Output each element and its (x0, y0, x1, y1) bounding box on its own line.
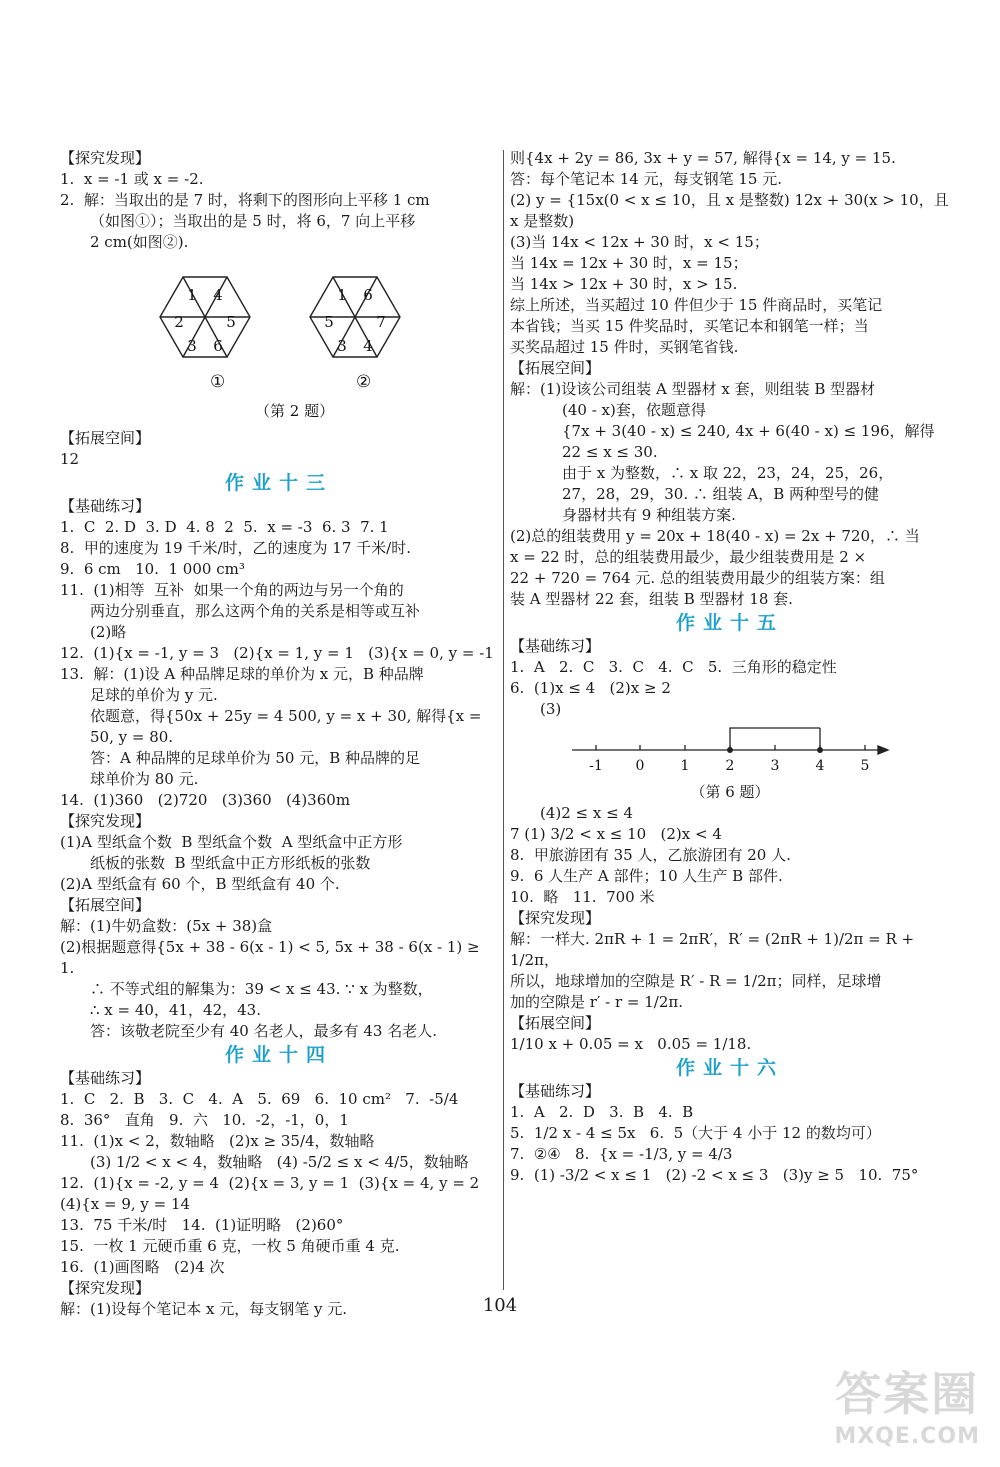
answer-line: 5. 1/2 x - 4 ≤ 5x 6. 5（大于 4 小于 12 的数均可） (510, 1124, 881, 1142)
answer-line: ∴ 不等式组的解集为：39 < x ≤ 43. ∵ x 为整数， (90, 980, 433, 998)
hex2-label: 1 (337, 286, 347, 304)
answer-line: 27，28，29，30. ∴ 组装 A，B 两种型号的健 (562, 485, 880, 503)
answer-line: 16. (1)画图略 (2)4 次 (60, 1258, 225, 1276)
answer-line: 答：每个笔记本 14 元，每支钢笔 15 元. (510, 170, 783, 188)
answer-line: 11. (1)x < 2，数轴略 (2)x ≥ 35/4，数轴略 (60, 1132, 375, 1150)
answer-line: (2)A 型纸盒有 60 个，B 型纸盒有 40 个. (60, 875, 340, 893)
hex1-label: 4 (213, 286, 223, 304)
answer-line: (3) 1/2 < x < 4，数轴略 (4) -5/2 ≤ x < 4/5，数轴略 (90, 1153, 469, 1171)
answer-line: 解：(1)牛奶盒数：(5x + 38)盒 (60, 917, 273, 935)
section-heading: 【拓展空间】 (60, 896, 151, 914)
answer-line: 8. 甲的速度为 19 千米/时，乙的速度为 17 千米/时. (60, 539, 411, 557)
section-heading: 【探究发现】 (60, 149, 151, 167)
answer-line: 14. (1)360 (2)720 (3)360 (4)360m (60, 791, 351, 809)
answer-line: 身器材共有 9 种组装方案. (562, 506, 736, 524)
answer-line: {7x + 3(40 - x) ≤ 240, 4x + 6(40 - x) ≤ 196，解得 22 ≤ x ≤ 30. (562, 422, 940, 461)
answer-line: 所以，地球增加的空隙是 R′ - R = 1/2π；同样，足球增 (510, 972, 882, 990)
answer-line: 当 14x = 12x + 30 时，x = 15； (510, 254, 748, 272)
answer-line: 综上所述，当买超过 10 件但少于 15 件商品时，买笔记 (510, 296, 883, 314)
answer-line: 13. 75 千米/时 14. (1)证明略 (2)60° (60, 1216, 344, 1234)
column-divider (503, 150, 504, 1290)
answer-line: 7. ②④ 8. {x = -1/3, y = 4/3 (510, 1145, 733, 1163)
answer-line: 1. A 2. D 3. B 4. B (510, 1103, 694, 1121)
answer-line: 1. C 2. B 3. C 4. A 5. 69 6. 10 cm² 7. -5/4 (60, 1090, 459, 1108)
axis-tick-label: 5 (860, 758, 870, 774)
answer-line: 依题意，得{50x + 25y = 4 500, y = x + 30, 解得{x = 50, y = 80. (90, 707, 487, 746)
answer-line: 两边分别垂直，那么这两个角的关系是相等或互补 (90, 602, 421, 620)
figure-label-1: ① (210, 372, 226, 392)
answer-line: 纸板的张数 B 型纸盒中正方形纸板的张数 (90, 854, 371, 872)
answer-line: (2)总的组装费用 y = 20x + 18(40 - x) = 2x + 720，∴ 当 (510, 527, 920, 545)
answer-line: 由于 x 为整数，∴ x 取 22，23，24，25，26， (562, 464, 894, 482)
figure-caption: （第 6 题） (690, 783, 770, 801)
answer-line: 12 (60, 450, 80, 468)
answer-line: 22 + 720 = 764 元. 总的组装费用最少的组装方案：组 (510, 569, 885, 587)
closed-point (817, 747, 823, 753)
right-column (510, 148, 954, 1186)
answer-line: (2)略 (90, 623, 127, 641)
answer-line: (1)A 型纸盒个数 B 型纸盒个数 A 型纸盒中正方形 (60, 833, 403, 851)
homework-title: 作业十六 (675, 1057, 784, 1079)
hex2-label: 7 (376, 313, 386, 331)
hex1-label: 6 (213, 337, 223, 355)
answer-line: ∴ x = 40，41，42，43. (90, 1001, 261, 1019)
answer-line: 7 (1) 3/2 < x ≤ 10 (2)x < 4 (510, 825, 722, 843)
answer-line: 10. 略 11. 700 米 (510, 888, 655, 906)
answer-line: 1. C 2. D 3. D 4. 8 2 5. x = -3 6. 3 7. 1 (60, 518, 389, 536)
section-heading: 【探究发现】 (510, 909, 601, 927)
figure-label-2: ② (356, 372, 372, 392)
left-column (60, 148, 498, 1320)
watermark-logo-text: 答案圈 (835, 1367, 980, 1421)
answer-line: 答：该敬老院至少有 40 名老人，最多有 43 名老人. (90, 1022, 438, 1040)
answer-line: 1. A 2. C 3. C 4. C 5. 三角形的稳定性 (510, 658, 837, 676)
section-heading: 【基础练习】 (60, 1069, 151, 1087)
answer-line: (2)根据题意得{5x + 38 - 6(x - 1) < 5, 5x + 38 - 6(x - 1) ≥ 1. (60, 938, 485, 977)
axis-tick-label: 3 (770, 758, 780, 774)
answer-line: x = 22 时，总的组装费用最少，最少组装费用是 2 × (510, 548, 867, 566)
answer-line: 12. (1){x = -2, y = 4 (2){x = 3, y = 1 (3){x = 4, y = 2 (4){x = 9, y = 14 (60, 1174, 489, 1213)
answer-line: 解：一样大. 2πR + 1 = 2πR′，R′ = (2πR + 1)/2π = R + 1/2π， (510, 930, 919, 969)
hex2-label: 5 (324, 313, 334, 331)
homework-title: 作业十四 (224, 1044, 333, 1066)
hex1-label: 3 (187, 337, 197, 355)
hex2-label: 3 (337, 337, 347, 355)
axis-tick-label: -1 (589, 758, 603, 774)
figure-caption: （第 2 题） (255, 402, 335, 420)
axis-tick-label: 1 (680, 758, 690, 774)
answer-line: 12. (1){x = -1, y = 3 (2){x = 1, y = 1 (3){x = 0, y = -1 (60, 644, 494, 662)
answer-line: 2 cm(如图②). (90, 233, 189, 251)
answer-line: 则{4x + 2y = 86, 3x + y = 57, 解得{x = 14, y = 15. (510, 149, 896, 167)
answer-line: (4)2 ≤ x ≤ 4 (540, 804, 634, 822)
hex1-label: 5 (226, 313, 236, 331)
answer-line: 装 A 型器材 22 套，组装 B 型器材 18 套. (510, 590, 793, 608)
page-number: 104 (482, 1295, 518, 1316)
answer-line: 9. 6 人生产 A 部件；10 人生产 B 部件. (510, 867, 783, 885)
answer-line: 解：(1)设该公司组装 A 型器材 x 套，则组装 B 型器材 (510, 380, 876, 398)
answer-line: 2. 解：当取出的是 7 时，将剩下的图形向上平移 1 cm (60, 191, 430, 209)
answer-line: （如图①）；当取出的是 5 时，将 6，7 向上平移 (90, 212, 416, 230)
axis-tick-label: 4 (815, 758, 825, 774)
answer-line: 当 14x > 12x + 30 时，x > 15. (510, 275, 738, 293)
answer-line: 加的空隙是 r′ - r = 1/2π. (510, 993, 683, 1011)
hex2-label: 6 (363, 286, 373, 304)
answer-line: 15. 一枚 1 元硬币重 6 克，一枚 5 角硬币重 4 克. (60, 1237, 400, 1255)
hex1-label: 2 (174, 313, 184, 331)
answer-line: (40 - x)套，依题意得 (562, 401, 706, 419)
answer-line: 8. 36° 直角 9. 六 10. -2，-1，0，1 (60, 1111, 349, 1129)
hex1-label: 1 (187, 286, 197, 304)
number-line-figure (510, 720, 950, 782)
answer-line: (3)当 14x < 12x + 30 时，x < 15； (510, 233, 769, 251)
section-heading: 【基础练习】 (510, 637, 601, 655)
answer-line: 13. 解：(1)设 A 种品牌足球的单价为 x 元，B 种品牌 (60, 665, 424, 683)
answer-line: 9. (1) -3/2 < x ≤ 1 (2) -2 < x ≤ 3 (3)y ≥ 5 10. 75° (510, 1166, 919, 1184)
answer-line: 本省钱；当买 15 件奖品时，买笔记本和钢笔一样；当 (510, 317, 869, 335)
section-heading: 【拓展空间】 (510, 359, 601, 377)
answer-line: 球单价为 80 元. (90, 770, 199, 788)
answer-line: 11. (1)相等 互补 如果一个角的两边与另一个角的 (60, 581, 404, 599)
answer-line: 买奖品超过 15 件时，买钢笔省钱. (510, 338, 739, 356)
axis-tick-label: 2 (725, 758, 735, 774)
section-heading: 【探究发现】 (60, 1279, 151, 1297)
section-heading: 【拓展空间】 (510, 1014, 601, 1032)
section-heading: 【基础练习】 (510, 1082, 601, 1100)
section-heading: 【基础练习】 (60, 497, 151, 515)
section-heading: 【拓展空间】 (60, 429, 151, 447)
answer-line: 解：(1)设每个笔记本 x 元，每支钢笔 y 元. (60, 1300, 348, 1318)
answer-line: 足球的单价为 y 元. (90, 686, 218, 704)
watermark-logo (834, 1358, 980, 1449)
answer-line: (2) y = {15x(0 < x ≤ 10，且 x 是整数) 12x + 30(x > 10，且 x 是整数) (510, 191, 954, 230)
watermark-url: MXQE.COM (834, 1424, 980, 1449)
answer-line: 1. x = -1 或 x = -2. (60, 170, 204, 188)
answer-line: 9. 6 cm 10. 1 000 cm³ (60, 560, 245, 578)
hexagon-figure (60, 253, 498, 428)
answer-line: 8. 甲旅游团有 35 人，乙旅游团有 20 人. (510, 846, 791, 864)
closed-point (727, 747, 733, 753)
answer-line: 答：A 种品牌的足球单价为 50 元，B 种品牌的足 (90, 749, 421, 767)
section-heading: 【探究发现】 (60, 812, 151, 830)
hex2-label: 4 (363, 337, 373, 355)
answer-line: (3) (540, 700, 562, 718)
homework-title: 作业十五 (675, 612, 784, 634)
answer-line: 1/10 x + 0.05 = x 0.05 = 1/18. (510, 1035, 752, 1053)
answer-line: 6. (1)x ≤ 4 (2)x ≥ 2 (510, 679, 671, 697)
axis-tick-label: 0 (635, 758, 645, 774)
homework-title: 作业十三 (224, 472, 333, 494)
